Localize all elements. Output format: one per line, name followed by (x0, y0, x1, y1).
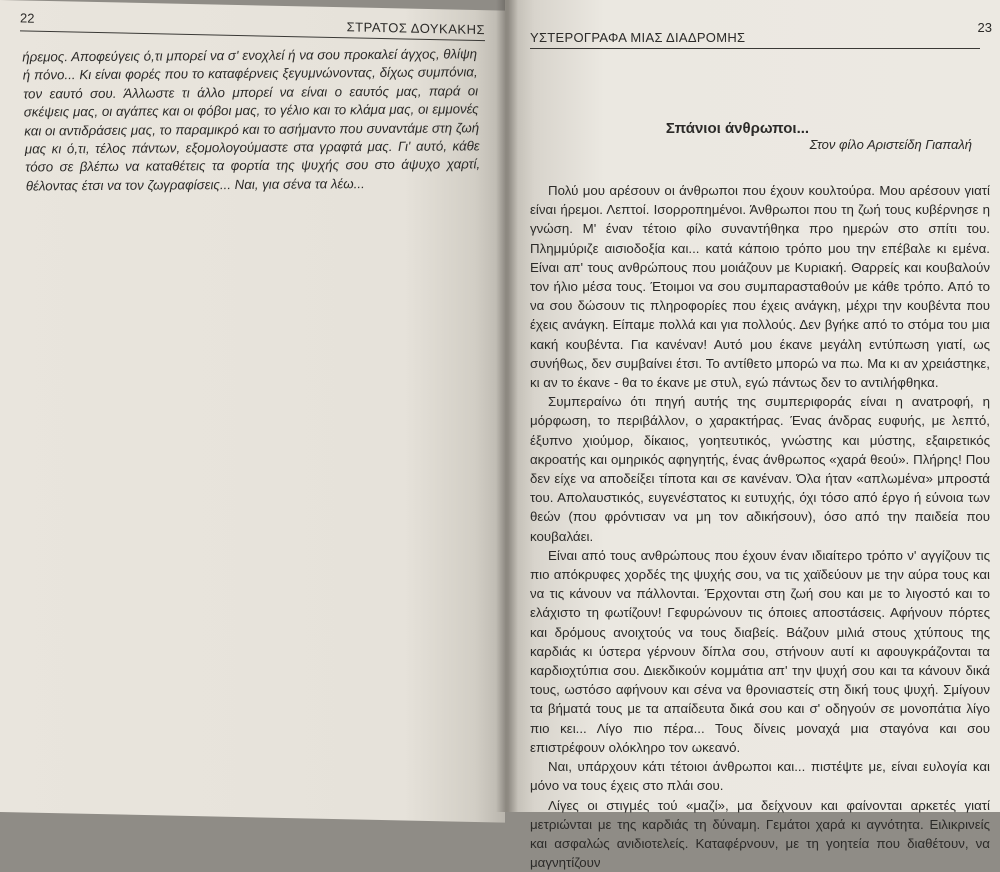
paragraph: Είναι από τους ανθρώπους που έχουν έναν ιδιαίτερο τρόπο ν' αγγίζουν τις πιο απόκρυφες χορδές της ψυχής σου, να τις χαϊδεύουν με την αύρα τους και να τις κάνουν να πάλλονται. Έρχονται στη ζωή σου και με το λιγοστό και το ελάχιστο τη φωτίζουν! Γεφυρώνουν τις όποιες αποστάσεις. Αφήνουν πόρτες και δρόμους ανοιχτούς να τους διαβείς. Βάζουν μιλιά στους χτύπους της καρδιάς κι ύστερα γέρνουν δίπλα σου, στήνουν αυτί κι αφουγκράζονται τα καρδιοχτύπια σου. Διεκδικούν κομμάτια απ' την ψυχή σου και τα κάνουν δικά τους, ωστόσο αφήνουν και σένα να θρονιαστείς στη δική τους ψυχή. Σμίγουν τα βήματά τους με τα απαίδευτα δικά σου και σ' οδηγούν σε μονοπάτια λίγο πιο κει... Λίγο πιο πέρα... Τους δίνεις μοναχά μια σταγόνα και σου επιστρέφουν ολόκληρο τον ωκεανό. (530, 546, 990, 757)
right-page-number: 23 (978, 20, 992, 35)
dedication: Στον φίλο Αριστείδη Γιαπαλή (810, 137, 972, 152)
right-body-text (530, 181, 990, 872)
right-running-head (530, 30, 980, 49)
author-name-header: ΣΤΡΑΤΟΣ ΔΟΥΚΑΚΗΣ (347, 19, 485, 37)
chapter-title: Σπάνιοι άνθρωποι... (505, 120, 1000, 137)
left-page (0, 0, 505, 823)
left-running-head (20, 10, 485, 41)
paragraph: Λίγες οι στιγμές τού «μαζί», μα δείχνουν και φαίνονται αρκετές γιατί μετριώνται με της καρδιάς τη δύναμη. Γεμάτοι χαρά κι αγνότητα. Ειλικρινείς και ασφαλώς ανιδιοτελείς. Καταφέρνουν, με τη γοητεία που διαθέτουν, να μαγνητίζουν (530, 796, 990, 872)
left-page-number: 22 (20, 10, 34, 25)
right-page (505, 0, 1000, 812)
paragraph: Ναι, υπάρχουν κάτι τέτοιοι άνθρωποι και... πιστέψτε με, είναι ευλογία και μόνο να τους έχεις στο πλάι σου. (530, 757, 990, 795)
left-paragraph: ήρεμος. Αποφεύγεις ό,τι μπορεί να σ' ενοχλεί ή να σου προκαλεί άγχος, θλίψη ή πόνο... Κι είναι φορές που το καταφέρνεις ξεγυμνώνοντας, δίχως συμπόνια, τον εαυτό σου. Άλλωστε τι άλλο μπορεί να είναι ο εαυτός μας, παρά οι σκέψεις μας, οι αγάπες και οι φόβοι μας, το γέλιο και το κλάμα μας, οι εμμονές και οι αντιδράσεις μας, το παραμικρό και το ασήμαντο που συναντάμε στη ζωή μας κι ό,τι, τέλος πάντων, εξομολογούμαστε στα γραφτά μας. Γι' αυτό, κάθε τόσο σε βλέπω να καταθέτεις τα φορτία της ψυχής σου στο άψυχο χαρτί, θέλοντας έτσι να τον ζωγραφίσεις... Ναι, για σένα τα λέω... (22, 45, 481, 195)
paragraph: Πολύ μου αρέσουν οι άνθρωποι που έχουν κουλτούρα. Μου αρέσουν γιατί είναι ήρεμοι. Λεπτοί. Ισορροπημένοι. Άνθρωποι που τη ζωή τους κυβέρνησε η γνώση. Μ' έναν τέτοιο φίλο συναντήθηκα προ ημερών στο σπίτι του. Πλημμύριζε αισιοδοξία και... κατά κάποιο τρόπο μου την επέβαλε κι εμένα. Είναι απ' τους ανθρώπους που μοιάζουν με Κυριακή. Θαρρείς και κουβαλούν τον ήλιο μέσα τους. Έτοιμοι να σου συμπαρασταθούν με κάθε τρόπο. Από το να σου δώσουν τις πληροφορίες που έχεις ανάγκη, μέχρι την κουβέντα που έχεις ανάγκη. Είπαμε πολλά και για πολλούς. Δεν βγήκε από το στόμα του μια κακή κουβέντα. Για κανέναν! Αυτό μου έκανε μεγάλη εντύπωση γιατί, ως συνήθως, δεν συμβαίνει έτσι. Το αντίθετο μπορώ να πω. Μα κι αν χρειάστηκε, κι αν το έκανε - θα το έκανε με στυλ, εγώ πάντως δεν το αντιλήφθηκα. (530, 181, 990, 392)
book-gutter-shadow (496, 0, 518, 812)
paragraph: Συμπεραίνω ότι πηγή αυτής της συμπεριφοράς είναι η ανατροφή, η μόρφωση, το περιβάλλον, ο χαρακτήρας. Ένας άνδρας ευφυής, με λεπτό, έξυπνο χιούμορ, δίκαιος, γοητευτικός, γνώστης και μύστης, εξαιρετικός ακροατής και ομηρικός αφηγητής, ένας άνθρωπος «χαρά θεού». Πλήρης! Που δεν είχε να αποδείξει τίποτα και σε κανέναν. Όλα ήταν «απλωμένα» μπροστά του. Απολαυστικός, ευγενέστατος κι ευτυχής, όχι τόσο από έργο ή εύνοια των θεών (που φρόντισαν να μη τον αδικήσουν), όσο από την παιδεία που κουβαλάει. (530, 392, 990, 546)
left-body-text (22, 45, 481, 195)
book-title-header: ΥΣΤΕΡΟΓΡΑΦΑ ΜΙΑΣ ΔΙΑΔΡΟΜΗΣ (530, 30, 745, 45)
